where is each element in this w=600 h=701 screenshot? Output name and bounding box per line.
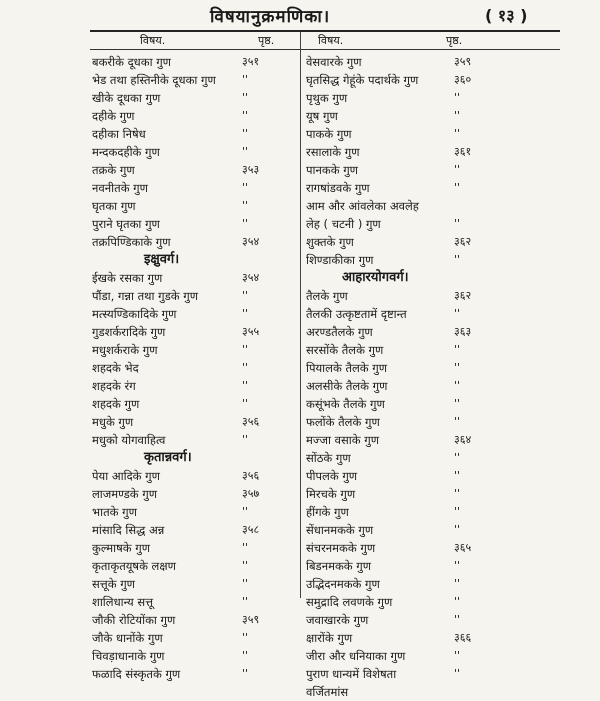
index-entry [306,377,526,395]
entry-subject: सरसोंके तैलके गुण [306,343,384,357]
entry-subject: नवनीतके गुण [92,181,148,195]
entry-subject: पुराने घृतका गुण [92,217,160,231]
entry-page-number: ३६५ [454,541,472,554]
entry-page-number: '' [242,289,249,302]
index-entry [92,305,312,323]
entry-subject: मांसादि सिद्ध अन्न [92,523,165,537]
index-entry [306,593,526,611]
index-entry [306,395,526,413]
right-subject-label: विषय. [318,34,344,47]
entry-page-number: ३६६ [454,631,472,644]
entry-subject: फळादि संस्कृतके गुण [92,667,181,681]
entry-page-number: '' [242,631,249,644]
entry-subject: रागषांडवके गुण [306,181,370,195]
entry-page-number: ३५१ [242,55,260,68]
entry-page-number: '' [454,127,461,140]
entry-subject: क्षारोंके गुण [306,631,353,645]
entry-page-number: '' [242,181,249,194]
index-entry [92,161,312,179]
entry-subject: मधुके गुण [92,415,134,429]
index-entry [92,431,312,449]
entry-page-number: ३६० [454,73,472,86]
entry-page-number: '' [242,433,249,446]
index-entry [306,557,526,575]
entry-subject: गुडशर्करादिके गुण [92,325,166,339]
entry-subject: आम और आंवलेका अवलेह [306,199,419,213]
index-entry [306,233,526,251]
entry-subject: समुद्रादि लवणके गुण [306,595,393,609]
right-index-column [306,53,526,701]
index-entry [92,197,312,215]
entry-page-number: '' [454,505,461,518]
index-entry [92,269,312,287]
left-subject-label: विषय. [140,34,166,47]
entry-subject: वर्जितमांस [306,685,349,699]
entry-subject: शहदके भेद [92,361,139,375]
entry-page-number: ३६१ [454,145,472,158]
section-heading-text: कृतान्नवर्ग। [144,450,192,465]
entry-subject: यूष गुण [306,109,338,123]
entry-page-number: '' [242,577,249,590]
entry-page-number: '' [454,595,461,608]
entry-page-number: '' [242,73,249,86]
entry-subject: सोंठके गुण [306,451,351,465]
entry-page-number: '' [454,361,461,374]
index-entry [306,161,526,179]
entry-subject: पृथुक गुण [306,91,348,105]
entry-subject: पुराण धान्यमें विशेषता [306,667,397,681]
entry-page-number: '' [242,91,249,104]
index-entry [306,197,526,215]
entry-page-number: '' [454,91,461,104]
entry-subject: लाजमण्डके गुण [92,487,158,501]
entry-page-number: '' [242,541,249,554]
entry-page-number: '' [454,469,461,482]
entry-page-number: '' [242,397,249,410]
entry-subject: मधुको योगवाहित्व [92,433,166,447]
index-entry [92,485,312,503]
entry-page-number: '' [454,253,461,266]
entry-subject: जौकी रोटियोंका गुण [92,613,176,627]
entry-subject: पाकके गुण [306,127,352,141]
entry-page-number: '' [454,343,461,356]
entry-subject: शुक्तके गुण [306,235,354,249]
index-entry [306,647,526,665]
index-entry [92,215,312,233]
index-entry [306,539,526,557]
entry-page-number: '' [454,613,461,626]
index-entry [92,359,312,377]
entry-page-number: ३५४ [242,235,260,248]
entry-subject: ईखके रसका गुण [92,271,163,285]
entry-page-number: ३५६ [242,415,260,428]
index-entry [92,413,312,431]
index-entry [306,575,526,593]
entry-subject: वेसवारके गुण [306,55,362,69]
index-entry [92,593,312,611]
entry-subject: बिडनमकके गुण [306,559,372,573]
entry-subject: चिवड़ाधानाके गुण [92,649,165,663]
entry-page-number: ३६२ [454,289,472,302]
entry-subject: बकरीके दूधका गुण [92,55,172,69]
entry-subject: मधुशर्कराके गुण [92,343,158,357]
entry-subject: दहीका निषेध [92,127,146,141]
index-entry [306,53,526,71]
entry-page-number: '' [242,217,249,230]
index-entry [92,395,312,413]
entry-page-number: ३५६ [242,469,260,482]
entry-page-number: '' [454,379,461,392]
entry-page-number: '' [454,577,461,590]
entry-subject: जवाखारके गुण [306,613,369,627]
entry-page-number: ३५८ [242,523,260,536]
entry-page-number: '' [454,181,461,194]
entry-page-number: ३६२ [454,235,472,248]
entry-page-number: '' [454,307,461,320]
entry-subject: घृतसिद्ध गेहूंके पदार्थके गुण [306,73,419,87]
entry-subject: तक्रके गुण [92,163,135,177]
index-entry [306,107,526,125]
section-heading-text: आहारयोगवर्ग। [342,270,409,285]
entry-subject: पानकके गुण [306,163,359,177]
index-entry [306,449,526,467]
index-entry [306,125,526,143]
entry-page-number: ३५७ [242,487,260,500]
index-entry [306,71,526,89]
entry-subject: अलसीके तैलके गुण [306,379,388,393]
entry-page-number: ३५९ [242,613,260,626]
index-entry [92,611,312,629]
entry-subject: सेंधानमकके गुण [306,523,374,537]
index-entry [92,377,312,395]
entry-page-number: '' [242,667,249,680]
entry-page-number: '' [242,649,249,662]
index-entry [92,647,312,665]
index-entry [92,233,312,251]
index-entry [306,431,526,449]
index-entry [306,89,526,107]
index-entry [306,485,526,503]
index-entry [92,341,312,359]
entry-subject: शहदके रंग [92,379,136,393]
entry-subject: कसूंभके तैलके गुण [306,397,385,411]
entry-subject: भातके गुण [92,505,137,519]
left-index-column [92,53,312,683]
entry-subject: कृताकृतयूषके लक्षण [92,559,176,573]
index-entry [92,287,312,305]
entry-subject: मन्दकदहीके गुण [92,145,160,159]
entry-subject: रसालाके गुण [306,145,360,159]
entry-subject: पेया आदिके गुण [92,469,160,483]
index-entry [306,611,526,629]
entry-subject: भेड तथा हस्तिनीके दूधका गुण [92,73,216,87]
entry-page-number: '' [242,379,249,392]
entry-page-number: '' [454,217,461,230]
entry-page-number: '' [242,307,249,320]
index-entry [92,539,312,557]
entry-subject: तक्रपिण्डिकाके गुण [92,235,171,249]
entry-subject: तैलके गुण [306,289,348,303]
index-entry [92,629,312,647]
entry-subject: हींगके गुण [306,505,349,519]
index-entry [92,467,312,485]
entry-page-number: '' [454,559,461,572]
page-number: ( १३ ) [485,6,528,25]
entry-page-number: '' [454,487,461,500]
index-entry [306,413,526,431]
index-entry [306,215,526,233]
entry-page-number: '' [242,199,249,212]
entry-page-number: '' [242,505,249,518]
index-entry [306,305,526,323]
section-heading [92,449,312,467]
index-entry [306,359,526,377]
section-heading [306,269,526,287]
entry-subject: संचरनमकके गुण [306,541,376,555]
index-entry [306,341,526,359]
entry-page-number: '' [242,145,249,158]
entry-page-number: '' [454,667,461,680]
entry-subject: उद्भिदनमकके गुण [306,577,380,591]
entry-page-number: ३५५ [242,325,260,338]
index-entry [92,71,312,89]
entry-page-number: '' [242,127,249,140]
entry-subject: शिण्डाकीका गुण [306,253,374,267]
index-entry [306,683,526,701]
entry-page-number: '' [454,415,461,428]
entry-subject: घृतका गुण [92,199,136,213]
entry-page-number: ३५३ [242,163,260,176]
index-entry [92,503,312,521]
index-entry [92,125,312,143]
index-entry [306,323,526,341]
index-entry [306,629,526,647]
header-rule [90,30,560,32]
entry-subject: पौंडा, गन्ना तथा गुडके गुण [92,289,199,303]
entry-subject: अरण्डतैलके गुण [306,325,373,339]
entry-subject: कुल्माषके गुण [92,541,151,555]
index-entry [92,143,312,161]
entry-subject: पियालके तैलके गुण [306,361,388,375]
entry-page-number: '' [242,343,249,356]
entry-page-number: '' [454,109,461,122]
entry-subject: मत्स्यण्डिकादिके गुण [92,307,177,321]
index-entry [92,575,312,593]
index-entry [306,665,526,683]
entry-page-number: '' [242,595,249,608]
index-entry [92,89,312,107]
index-entry [92,557,312,575]
entry-page-number: '' [454,397,461,410]
entry-subject: जौके धानोंके गुण [92,631,163,645]
entry-subject: पीपलके गुण [306,469,358,483]
entry-subject: तैलकी उत्कृष्टतामें दृष्टान्त [306,307,407,321]
entry-subject: खीके दूधका गुण [92,91,161,105]
index-entry [92,53,312,71]
entry-subject: फलोंके तैलके गुण [306,415,380,429]
entry-subject: दहीके गुण [92,109,135,123]
index-entry [306,143,526,161]
page-title: विषयानुक्रमणिका। [210,7,331,27]
index-entry [92,521,312,539]
entry-page-number: '' [454,163,461,176]
index-entry [306,521,526,539]
entry-page-number: ३५४ [242,271,260,284]
index-entry [92,107,312,125]
entry-subject: जीरा और धनियाका गुण [306,649,406,663]
entry-page-number: ३६३ [454,325,472,338]
entry-page-number: '' [242,559,249,572]
index-entry [306,179,526,197]
right-page-label: पृष्ठ. [446,34,463,47]
left-page-label: पृष्ठ. [258,34,275,47]
entry-page-number: '' [454,523,461,536]
section-heading-text: इक्षुवर्ग। [144,252,180,267]
entry-page-number: ३५९ [454,55,472,68]
entry-page-number: '' [454,451,461,464]
page-header [0,0,600,34]
index-entry [306,503,526,521]
index-entry [306,287,526,305]
section-heading [92,251,312,269]
entry-page-number: '' [242,361,249,374]
entry-page-number: '' [454,649,461,662]
entry-page-number: '' [242,109,249,122]
entry-subject: सत्तूके गुण [92,577,135,591]
index-entry [306,467,526,485]
index-entry [92,665,312,683]
entry-subject: शालिधान्य सत्तू [92,595,154,609]
entry-subject: लेह ( चटनी ) गुण [306,217,381,231]
index-entry [92,179,312,197]
index-entry [92,323,312,341]
entry-subject: मज्जा वसाके गुण [306,433,380,447]
column-header-rule [90,49,560,50]
index-entry [306,251,526,269]
entry-page-number: ३६४ [454,433,472,446]
entry-subject: शहदके गुण [92,397,140,411]
entry-subject: मिरचके गुण [306,487,356,501]
